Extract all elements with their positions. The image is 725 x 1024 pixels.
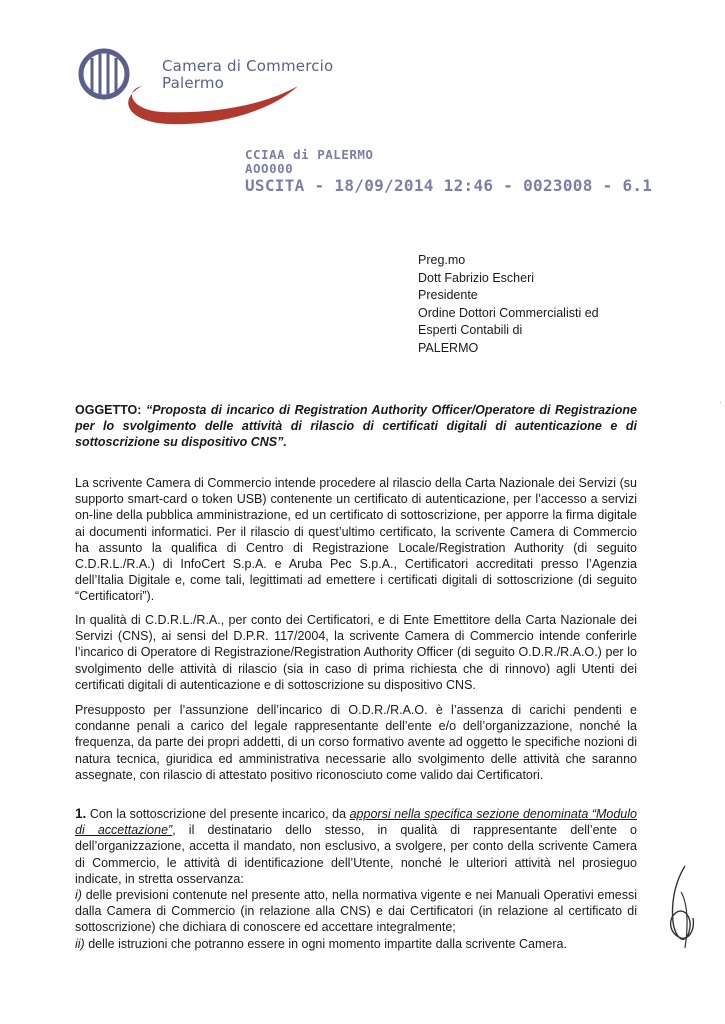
recipient-address xyxy=(418,252,599,357)
recipient-line: Presidente xyxy=(418,288,478,302)
clause-number: 1. xyxy=(75,806,87,821)
subject-label: OGGETTO: xyxy=(75,403,142,417)
clause-intro: Con la sottoscrizione del presente incarico, da xyxy=(89,807,347,821)
recipient-line: Ordine Dottori Commercialisti ed xyxy=(418,305,599,320)
item-i-text: delle previsioni contenute nel presente atto, nella normativa vigente e nei Manuali Operativi emessi dalla Camera di Commercio (in relazione alla CNS) e dai Certificatori (in relazione al certificato di sottoscrizione) che dichiara di conoscere ed accettare integralmente; xyxy=(75,888,637,935)
recipient-line: PALERMO xyxy=(418,340,479,355)
paragraph-intro: La scrivente Camera di Commercio intende procedere al rilascio della Carta Nazionale dei Servizi (su supporto smart-card o token USB) contenente un certificato di autenticazione, per l’accesso a servizi on-line della pubblica amministrazione, ed un certificato di sottoscrizione, per apporre la firma digitale ai documenti informatici. Per il rilascio di quest’ultimo certificato, la scrivente Camera di Commercio ha assunto la qualifica di Centro di Registrazione Locale/Registration Authority (di seguito C.D.R.L./R.A.) di InfoCert S.p.A. e Aruba Pec S.p.A., Certificatori accreditati presso l’Agenzia dell’Italia Digitale e, come tali, legittimati ad emettere i certificati digitali di sottoscrizione (di seguito “Certificatori”). xyxy=(75,476,637,604)
clause-rest: , il destinatario dello stesso, in qualità di rappresentante dell’ente o dell’organizzazione, accetta il mandato, non esclusivo, a svolgere, per conto della scrivente Camera di Commercio, le attività di identificazione dell’Utente, nonché le ulteriori attività nel prosieguo indicate, in stretta osservanza: xyxy=(75,823,637,886)
logo-text-line: Palermo xyxy=(162,74,225,92)
paragraph-clause-1 xyxy=(75,806,637,952)
protocol-aoo: AOO000 xyxy=(245,161,294,176)
item-ii-label: ii) xyxy=(75,936,85,951)
subject-text: “Proposta di incarico di Registration Authority Officer/Operatore di Registrazione per lo svolgimento delle attività di rilascio di certificati digitali di autenticazione e di sottoscrizione su dispositivo CNS”. xyxy=(75,403,637,449)
margin-mark: · xyxy=(719,398,722,407)
paragraph-role: In qualità di C.D.R.L./R.A., per conto dei Certificatori, e di Ente Emettitore della Carta Nazionale dei Servizi (CNS), ai sensi del D.P.R. 117/2004, la scrivente Camera di Commercio intende conferirle l’incarico di Operatore di Registrazione/Registration Authority Officer (di seguito O.D.R./R.A.O.) per lo svolgimento delle attività di rilascio (sia in caso di prima richiesta che di rinnovo) agli Utenti dei certificati digitali di autenticazione e di sottoscrizione su dispositivo CNS. xyxy=(75,613,637,692)
item-i-label: i) xyxy=(75,888,82,903)
recipient-line: Esperti Contabili di xyxy=(418,323,523,337)
subject-line xyxy=(75,402,637,450)
item-ii-text: delle istruzioni che potranno essere in ogni momento impartite dalla scrivente Camera. xyxy=(88,936,567,951)
protocol-office: CCIAA di PALERMO xyxy=(245,147,374,162)
paragraph-requirements: Presupposto per l’assunzione dell’incarico di O.D.R./R.A.O. è l’assenza di carichi pendenti e condanne penali a carico del legale rappresentante dell’ente e/o dell’organizzazione, nonché la frequenza, da parte dei propri addetti, di un corso formativo avente ad oggetto le specifiche nozioni di natura tecnica, giuridica ed amministrativa necessarie allo svolgimento delle attività che saranno assegnate, con rilascio di attestato positivo riconosciuto come valido dai Certificatori. xyxy=(75,703,637,782)
logo-emblem-icon xyxy=(81,51,127,97)
recipient-line: Dott Fabrizio Escheri xyxy=(418,270,535,285)
logo-text-line: Camera di Commercio xyxy=(162,57,334,75)
protocol-number: USCITA - 18/09/2014 12:46 - 0023008 - 6.1 xyxy=(245,176,653,195)
clause-underlined: apporsi nella specifica sezione denominata “Modulo di accettazione” xyxy=(75,807,637,838)
logo-text xyxy=(162,58,333,92)
handwritten-initials-icon xyxy=(655,862,703,952)
protocol-stamp xyxy=(245,148,652,196)
recipient-line: Preg.mo xyxy=(418,253,466,267)
